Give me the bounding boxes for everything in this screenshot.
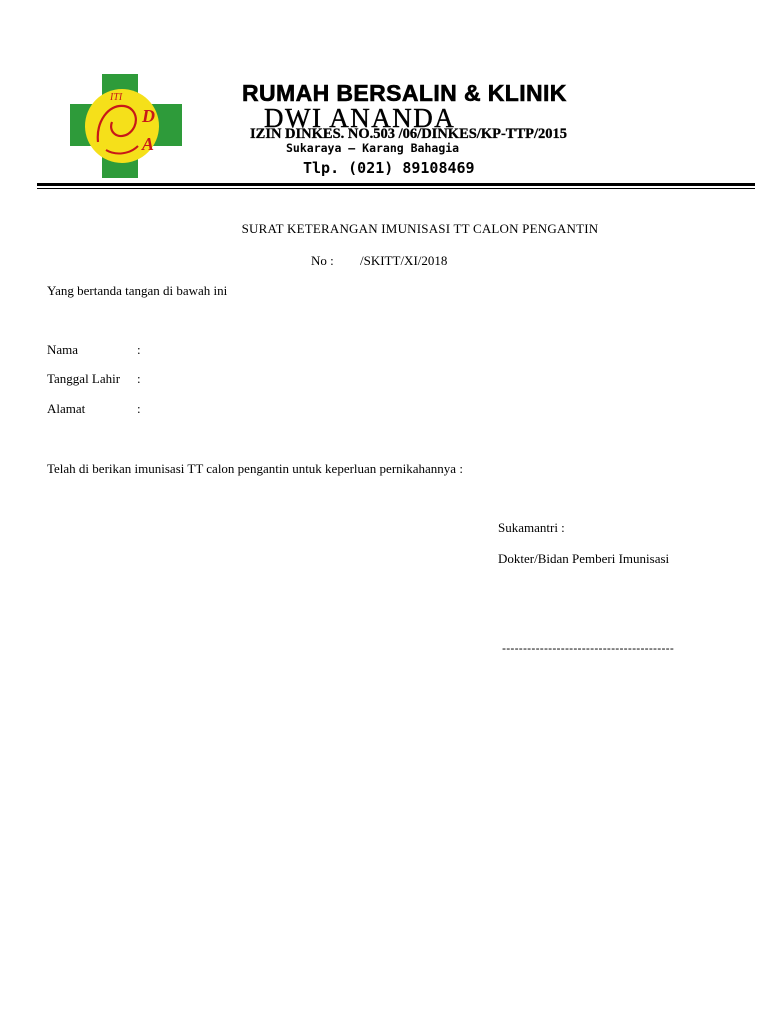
field-separator-birthdate: : xyxy=(137,371,141,386)
license-number: IZIN DINKES. NO.503 /06/DINKES/KP-TTP/2015 xyxy=(250,126,568,142)
field-label-address: Alamat xyxy=(47,401,86,416)
signature-role: Dokter/Bidan Pemberi Imunisasi xyxy=(498,551,670,566)
cross-logo-icon xyxy=(68,72,184,180)
statement-text: Telah di berikan imunisasi TT calon pengantin untuk keperluan pernikahannya : xyxy=(47,461,463,476)
clinic-name: DWI ANANDA xyxy=(264,103,456,133)
intro-text: Yang bertanda tangan di bawah ini xyxy=(47,283,228,298)
logo-top-letters: ITI xyxy=(110,92,123,103)
clinic-address: Sukaraya – Karang Bahagia xyxy=(286,141,460,155)
clinic-logo xyxy=(68,72,184,180)
header-divider-thick xyxy=(37,183,755,186)
document-title: SURAT KETERANGAN IMUNISASI TT CALON PENGANTIN xyxy=(241,221,599,236)
number-label: No : xyxy=(311,253,334,268)
number-value: /SKITT/XI/2018 xyxy=(360,253,448,268)
signature-place: Sukamantri : xyxy=(498,520,565,535)
header-divider-thin xyxy=(37,188,755,189)
field-separator-address: : xyxy=(137,401,141,416)
signature-line: ----------------------------------------- xyxy=(502,641,675,655)
field-separator-name: : xyxy=(137,342,141,357)
logo-letter-d: D xyxy=(142,106,155,126)
logo-letter-a: A xyxy=(142,134,155,154)
field-label-name: Nama xyxy=(47,342,79,357)
clinic-phone: Tlp. (021) 89108469 xyxy=(303,159,475,177)
field-label-birthdate: Tanggal Lahir xyxy=(47,371,121,386)
letterhead-title: RUMAH BERSALIN & KLINIK xyxy=(242,80,567,106)
